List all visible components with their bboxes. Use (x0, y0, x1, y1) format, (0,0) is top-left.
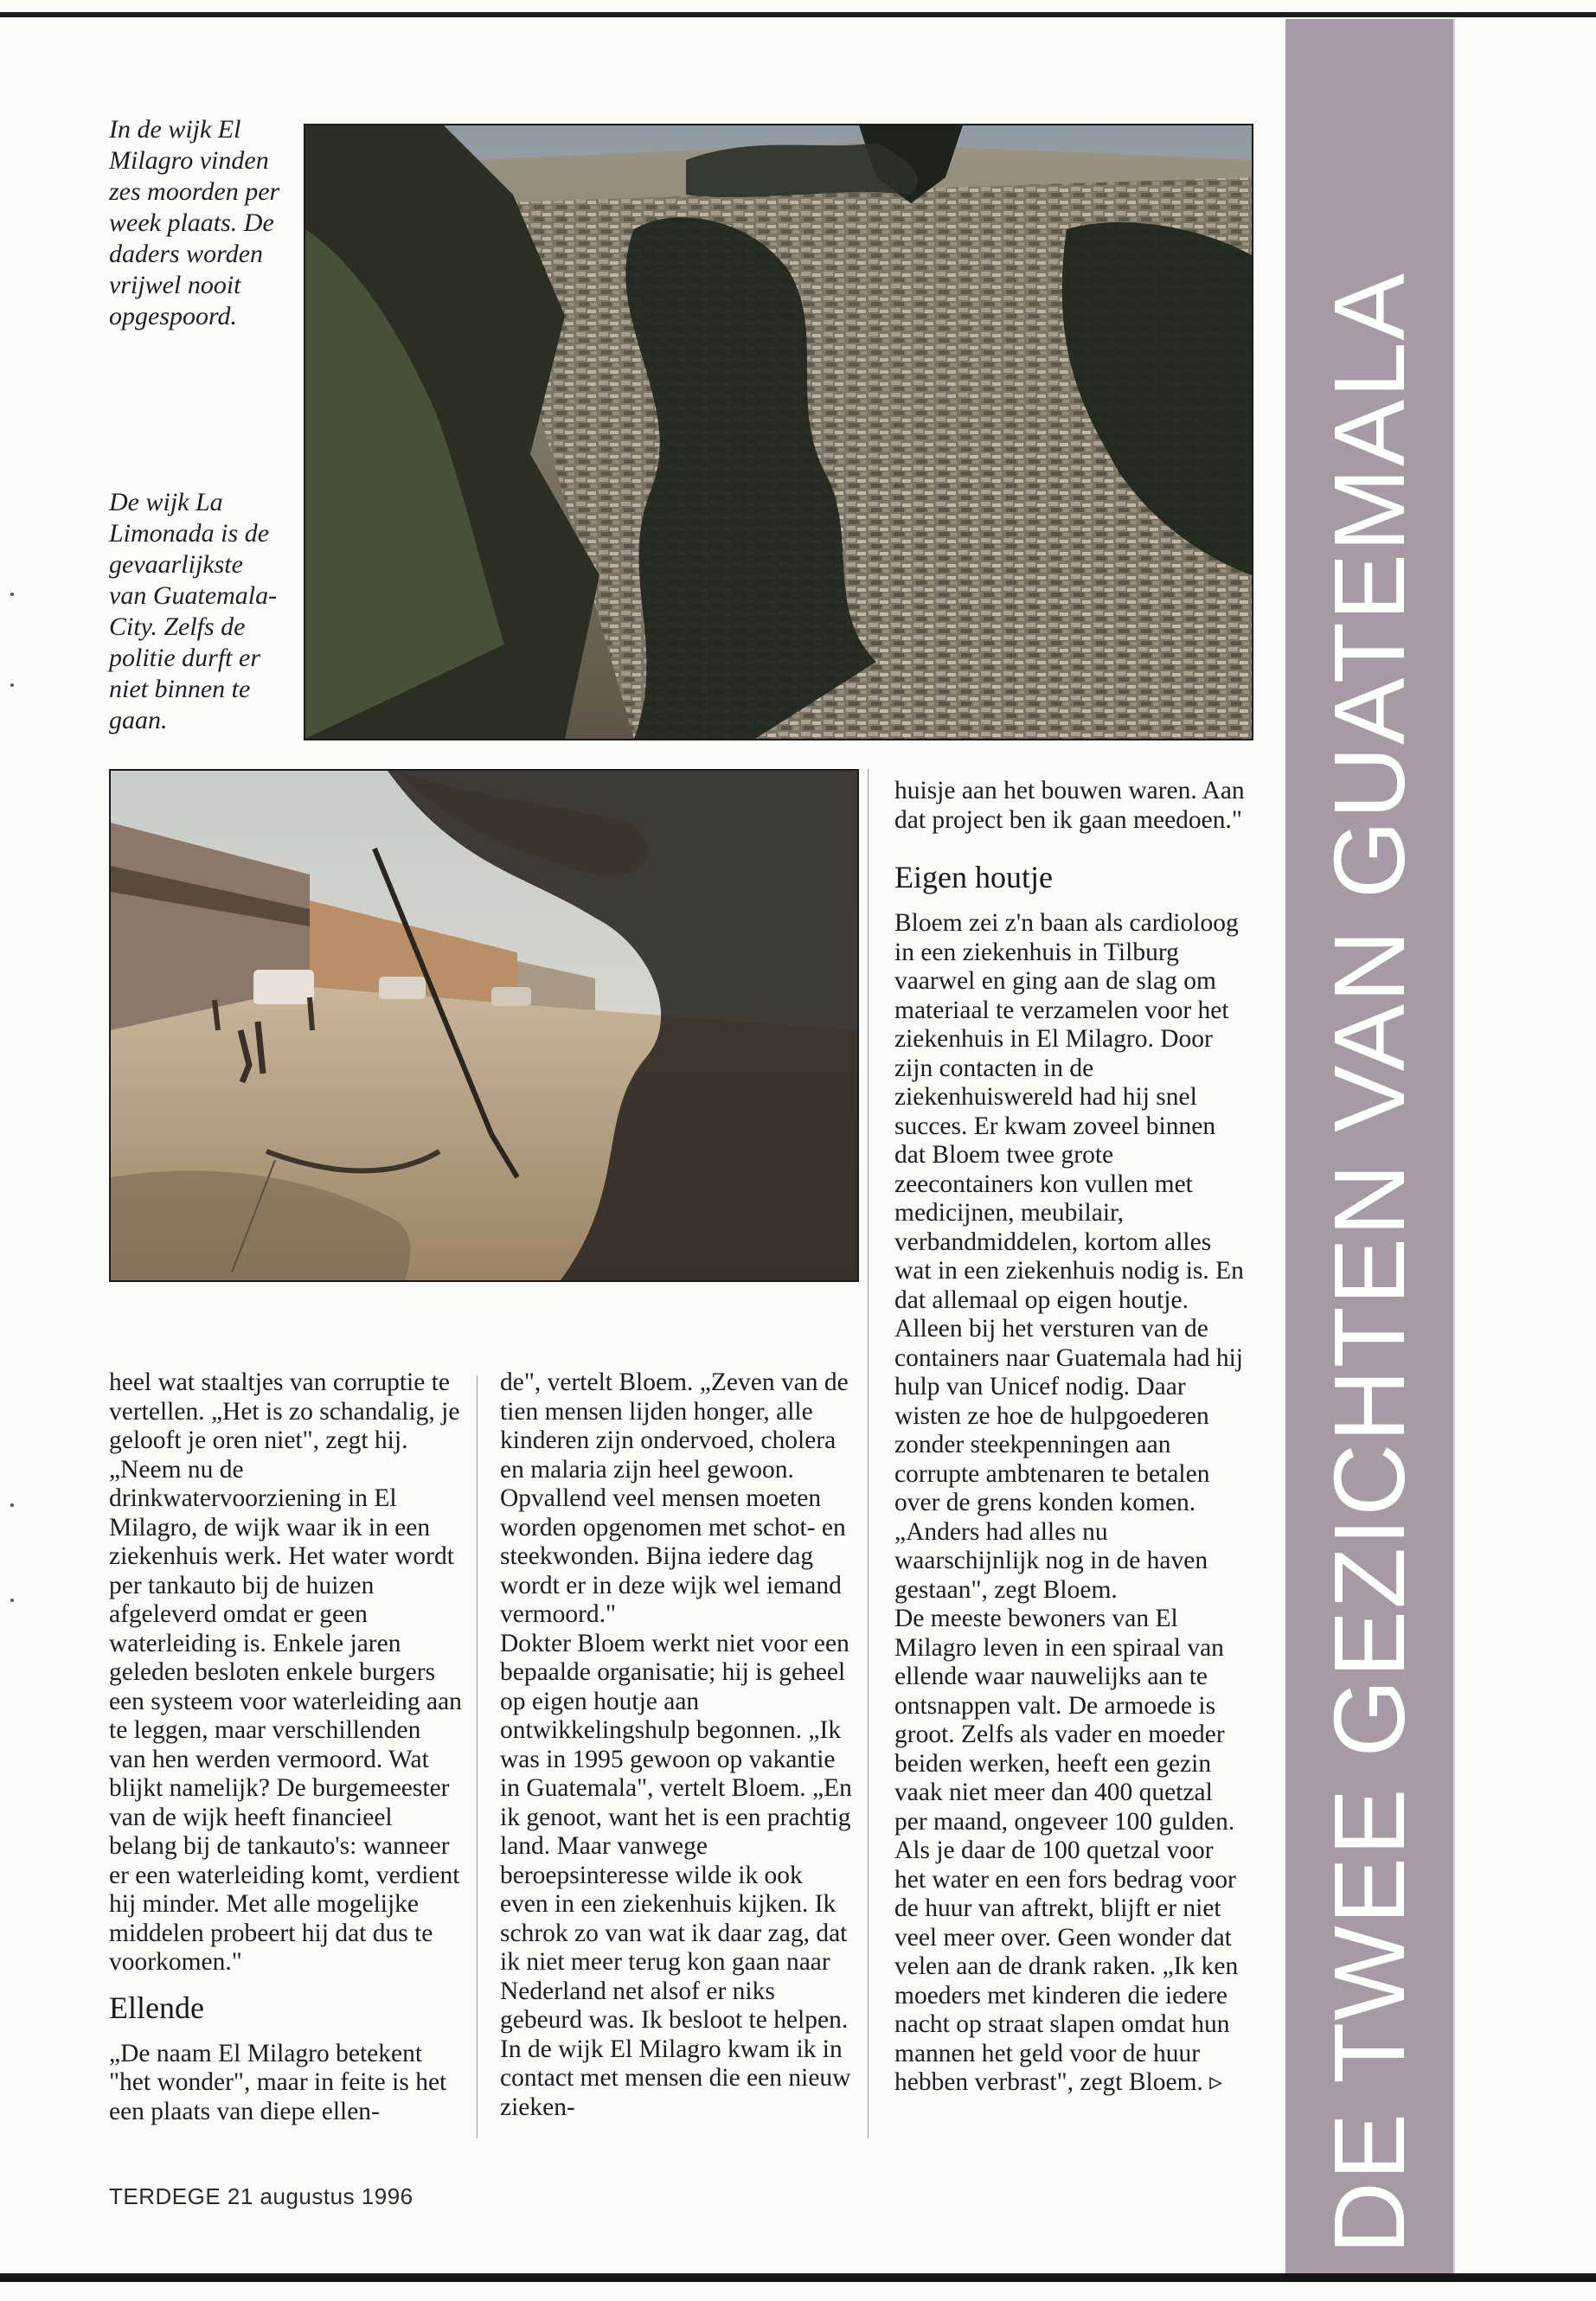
article-column-1 (109, 1368, 464, 2126)
column1-paragraph-1: heel wat staaltjes van corruptie te vertellen. „Het is zo schandalig, je gelooft je oren niet", zegt hij. „Neem nu de drinkwatervoorziening in El Milagro, de wijk waar ik in een ziekenhuis werk. Het water wordt per tankauto bij de huizen afgeleverd omdat er geen waterleiding is. Enkele jaren geleden besloten enkele burgers een systeem voor waterleiding aan te leggen, maar verschillenden van hen werden vermoord. Wat blijkt namelijk? De burgemeester van de wijk heeft financieel belang bij de tankauto's: wanneer er een waterleiding komt, verdient hij minder. Met alle mogelijke middelen probeert hij dat dus te voorkomen." (109, 1368, 462, 1976)
side-band-edge (1453, 19, 1455, 2273)
photo-hillside-slum (304, 124, 1253, 740)
street-photo-illustration (111, 771, 857, 1280)
footer-publication: TERDEGE 21 augustus 1996 (109, 2183, 413, 2209)
column-divider-1 (477, 1375, 478, 2138)
slum-photo-illustration (305, 125, 1252, 739)
bottom-rule (0, 2273, 1596, 2282)
column1-paragraph-2: „De naam El Milagro betekent "het wonder", maar in feite is het een plaats van diepe ellen- (109, 2039, 447, 2125)
caption-middle: De wijk La Limonada is de gevaarlijkste van Guatemala-City. Zelfs de politie durft er niet binnen te gaan. (109, 488, 278, 734)
article-column-2 (500, 1368, 855, 2122)
margin-speck (10, 1599, 14, 1602)
caption-top: In de wijk El Milagro vinden zes moorden per week plaats. De daders worden vrijwel nooit opgespoord. (109, 115, 280, 330)
photo-street-canopy (109, 769, 859, 1282)
margin-speck (10, 683, 14, 687)
margin-speck (10, 593, 14, 596)
column2-paragraph-1: de", vertelt Bloem. „Zeven van de tien mensen lijden honger, alle kinderen zijn ondervoed, cholera en malaria zijn heel gewoon. Opvallend veel mensen moeten worden opgenomen met schot- en steekwonden. Bijna iedere dag wordt er in deze wijk wel iemand vermoord." (500, 1368, 849, 1628)
margin-speck (10, 1503, 14, 1507)
heading-eigen-houtje: Eigen houtje (894, 860, 1053, 894)
article-column-3 (894, 777, 1251, 2098)
vertical-title: DE TWEE GEZICHTEN VAN GUATEMALA (1313, 271, 1426, 2255)
column2-paragraph-2: Dokter Bloem werkt niet voor een bepaalde organisatie; hij is geheel op eigen houtje aan ontwikkelingshulp begonnen. „Ik was in 1995 gewoon op vakantie in Guatemala", vertelt Bloem. „En ik genoot, want het is een prachtig land. Maar vanwege beroepsinteresse wilde ik ook even in een ziekenhuis kijken. Ik schrok zo van wat ik daar zag, dat ik niet meer terug kon gaan naar Nederland net alsof er niks gebeurd was. Ik besloot te helpen. In de wijk El Milagro kwam ik in contact met mensen die een nieuw zieken- (500, 1629, 852, 2121)
column3-paragraph-2: Bloem zei z'n baan als cardioloog in een ziekenhuis in Tilburg vaarwel en ging aan de slag om materiaal te verzamelen voor het ziekenhuis in El Milagro. Door zijn contacten in de ziekenhuiswereld had hij snel succes. Er kwam zoveel binnen dat Bloem twee grote zeecontainers kon vullen met medicijnen, meubilair, verbandmiddelen, kortom alles wat in een ziekenhuis nodig is. En dat allemaal op eigen houtje. Alleen bij het versturen van de containers naar Guatemala had hij hulp van Unicef nodig. Daar wisten ze hoe de hulpgoederen zonder steekpenningen aan corrupte ambtenaren te betalen over de grens konden komen. „Anders had alles nu waarschijnlijk nog in de haven gestaan", zegt Bloem. (894, 909, 1244, 1604)
column3-paragraph-3: De meeste bewoners van El Milagro leven in een spiraal van ellende waar nauwelijks aan te ontsnappen valt. De armoede is groot. Zelfs als vader en moeder beiden werken, heeft een gezin vaak niet meer dan 400 quetzal per maand, ongeveer 100 gulden. Als je daar de 100 quetzal voor het water en een fors bedrag voor de huur van aftrekt, blijft er niet veel meer over. Geen wonder dat velen aan de drank raken. „Ik ken moeders met kinderen die iedere nacht op straat slapen omdat hun mannen het geld voor de huur hebben verbrast", zegt Bloem. ▹ (894, 1605, 1239, 2096)
column-divider-2 (868, 769, 869, 2138)
heading-ellende: Ellende (109, 1990, 204, 2025)
top-rule (0, 12, 1596, 17)
column3-paragraph-1: huisje aan het bouwen waren. Aan dat project ben ik gaan meedoen." (894, 777, 1245, 834)
